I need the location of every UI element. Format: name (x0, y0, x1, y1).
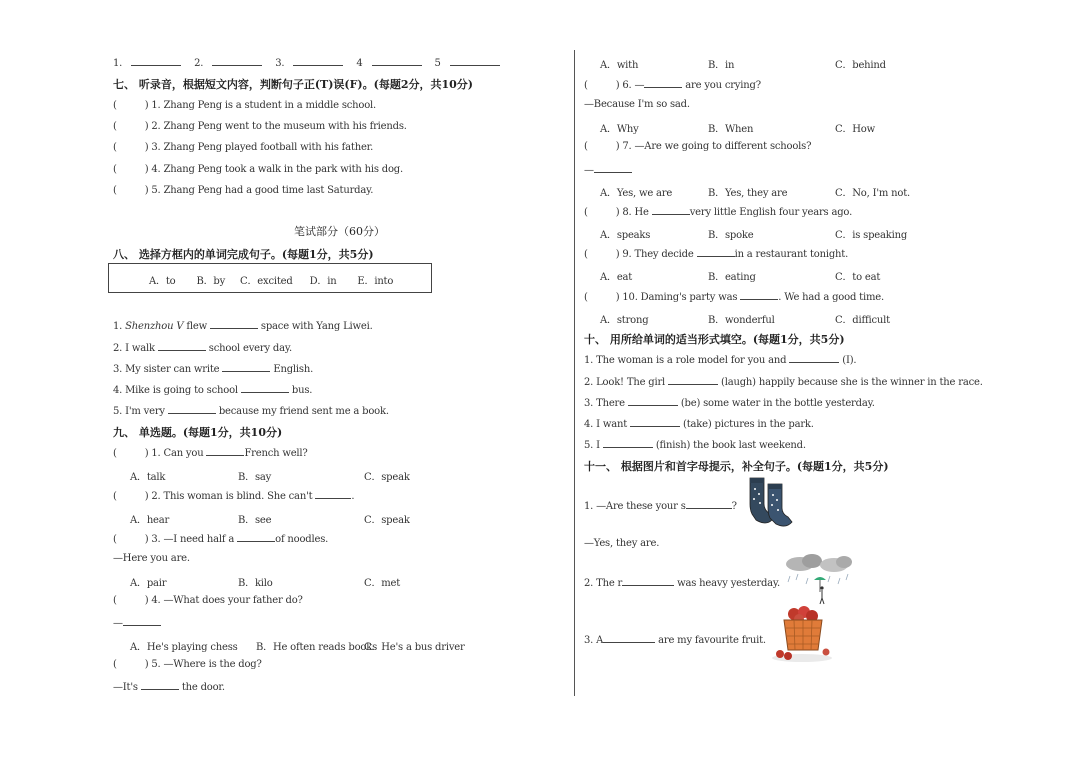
mc2-option-b[interactable]: B．see (238, 515, 272, 526)
mc-response-5: —It's the door. (113, 682, 225, 693)
tf-answer-4[interactable] (117, 163, 145, 172)
fill-sentence-2: 2. I walk school every day. (113, 343, 292, 354)
section-9-heading: 九、 单选题。(每题1分，共10分) (113, 426, 283, 439)
mc-options-6 (600, 120, 875, 135)
rain-cloud-icon (786, 554, 852, 572)
mc9-option-a[interactable]: A．eat (600, 272, 633, 283)
mc6-option-c[interactable]: C．How (835, 124, 875, 135)
mc-options-3 (130, 574, 400, 589)
section-11-heading: 十一、 根据图片和首字母提示，补全句子。(每题1分，共5分) (584, 460, 889, 473)
apple-basket-icon (772, 606, 832, 662)
fill-blank-1[interactable] (210, 319, 258, 329)
mc8-option-c[interactable]: C．is speaking (835, 230, 908, 241)
mc6-option-b[interactable]: B．When (708, 124, 754, 135)
mc-blank-5[interactable] (141, 680, 179, 690)
section-7-heading: 七、 听录音，根据短文内容，判断句子正(T)误(F)。(每题2分，共10分) (113, 78, 474, 91)
mc-question-7: ( ) 7. —Are we going to different schools? (584, 141, 812, 152)
picture-response-1: —Yes, they are. (584, 538, 660, 549)
blank-label-3: 3. (275, 58, 285, 69)
word-box-options (149, 272, 393, 287)
mc5-option-c[interactable]: C．behind (835, 60, 886, 71)
answer-blank-1[interactable] (131, 56, 181, 66)
mc-blank-6[interactable] (644, 78, 682, 88)
mc7-option-c[interactable]: C．No, I'm not. (835, 188, 910, 199)
mc-question-1: ( ) 1. Can you French well? (113, 448, 308, 459)
form-item-4: 4. I want (take) pictures in the park. (584, 419, 814, 430)
mc-question-10: ( ) 10. Daming's party was . We had a good time. (584, 292, 884, 303)
section-8-heading: 八、 选择方框内的单词完成句子。(每题1分，共5分) (113, 248, 374, 261)
mc1-option-b[interactable]: B．say (238, 472, 272, 483)
mc-response-3: —Here you are. (113, 553, 190, 564)
word-box (108, 263, 432, 293)
mc-blank-3[interactable] (237, 532, 275, 542)
form-item-5: 5. I (finish) the book last weekend. (584, 440, 806, 451)
mc-blank-10[interactable] (740, 290, 778, 300)
person-umbrella-icon (814, 577, 826, 604)
form-item-2: 2. Look! The girl (laugh) happily because she is the winner in the race. (584, 377, 983, 388)
picture-item-2: 2. The r was heavy yesterday. (584, 578, 781, 589)
mc4-option-b[interactable]: B．He often reads books (256, 642, 378, 653)
mc-blank-7[interactable] (594, 163, 632, 173)
tf-answer-1[interactable] (117, 99, 145, 108)
mc-question-8: ( ) 8. He very little English four years ago. (584, 207, 853, 218)
mc2-option-a[interactable]: A．hear (130, 515, 170, 526)
word-option-e: E．into (357, 276, 394, 287)
blank-label-4: 4 (356, 58, 363, 69)
fill-sentence-4: 4. Mike is going to school bus. (113, 385, 313, 396)
mc4-option-a[interactable]: A．He's playing chess (130, 642, 238, 653)
fill-blank-5[interactable] (168, 404, 216, 414)
section-10-heading: 十、 用所给单词的适当形式填空。(每题1分，共5分) (584, 333, 845, 346)
word-option-b: B．by (196, 276, 226, 287)
mc6-option-a[interactable]: A．Why (600, 124, 639, 135)
blank-label-1: 1. (113, 58, 123, 69)
tf-item-3: ( ) 3. Zhang Peng played football with his father. (113, 142, 374, 153)
mc-response-7: — (584, 163, 632, 176)
form-blank-3[interactable] (628, 396, 678, 406)
mc8-option-a[interactable]: A．speaks (600, 230, 651, 241)
mc-blank-1[interactable] (206, 446, 244, 456)
mc-question-6: ( ) 6. — are you crying? (584, 80, 761, 91)
mc-question-9: ( ) 9. They decide in a restaurant tonight. (584, 249, 849, 260)
fill-sentence-1: 1. Shenzhou V flew space with Yang Liwei. (113, 321, 373, 332)
form-blank-2[interactable] (668, 375, 718, 385)
fill-sentence-3: 3. My sister can write English. (113, 364, 314, 375)
mc1-option-c[interactable]: C．speak (364, 472, 410, 483)
fill-sentence-5: 5. I'm very because my friend sent me a book. (113, 406, 389, 417)
form-item-1: 1. The woman is a role model for you and (I). (584, 355, 857, 366)
mc7-option-a[interactable]: A．Yes, we are (600, 188, 673, 199)
mc-blank-9[interactable] (697, 247, 735, 257)
form-blank-4[interactable] (630, 417, 680, 427)
mc3-option-a[interactable]: A．pair (130, 578, 167, 589)
form-item-3: 3. There (be) some water in the bottle yesterday. (584, 398, 875, 409)
mc-question-2: ( ) 2. This woman is blind. She can't . (113, 491, 355, 502)
mc4-option-c[interactable]: C．He's a bus driver (364, 642, 465, 653)
written-part-title: 笔试部分（60分） (294, 225, 385, 238)
mc10-option-b[interactable]: B．wonderful (708, 315, 775, 326)
tf-item-1: ( ) 1. Zhang Peng is a student in a middle school. (113, 100, 377, 111)
picture-blank-2[interactable] (622, 576, 674, 586)
mc-blank-8[interactable] (652, 205, 690, 215)
mc3-option-c[interactable]: C．met (364, 578, 401, 589)
mc1-option-a[interactable]: A．talk (130, 472, 166, 483)
mc-question-4: ( ) 4. —What does your father do? (113, 595, 303, 606)
picture-item-1: 1. —Are these your s ? (584, 501, 737, 512)
answer-blanks-line (113, 56, 500, 69)
tf-item-4: ( ) 4. Zhang Peng took a walk in the park with his dog. (113, 164, 403, 175)
answer-blank-2[interactable] (212, 56, 262, 66)
mc-blank-2[interactable] (315, 489, 351, 499)
picture-blank-1[interactable] (686, 499, 732, 509)
form-blank-5[interactable] (603, 438, 653, 448)
blank-label-5: 5 (434, 58, 441, 69)
mc-options-10 (600, 311, 890, 326)
mc9-option-c[interactable]: C．to eat (835, 272, 881, 283)
mc9-option-b[interactable]: B．eating (708, 272, 756, 283)
answer-blank-4[interactable] (372, 56, 422, 66)
mc7-option-b[interactable]: B．Yes, they are (708, 188, 788, 199)
mc-options-5 (600, 56, 886, 71)
mc10-option-a[interactable]: A．strong (600, 315, 649, 326)
fill-blank-4[interactable] (241, 383, 289, 393)
mc10-option-c[interactable]: C．difficult (835, 315, 890, 326)
mc-response-4: — (113, 616, 161, 629)
mc3-option-b[interactable]: B．kilo (238, 578, 273, 589)
tf-answer-5[interactable] (117, 184, 145, 193)
word-option-d: D．in (309, 276, 337, 287)
answer-blank-5[interactable] (450, 56, 500, 66)
tf-item-2: ( ) 2. Zhang Peng went to the museum with his friends. (113, 121, 407, 132)
mc-options-1 (130, 468, 410, 483)
answer-blank-3[interactable] (293, 56, 343, 66)
mc-question-5: ( ) 5. —Where is the dog? (113, 659, 262, 670)
mc-options-4 (130, 638, 465, 653)
sock-right-icon (768, 484, 792, 526)
word-option-c: C．excited (240, 276, 293, 287)
mc2-option-c[interactable]: C．speak (364, 515, 410, 526)
mc-options-9 (600, 268, 880, 283)
tf-answer-3[interactable] (117, 141, 145, 150)
mc-options-7 (600, 184, 910, 199)
apples-picture (766, 602, 838, 664)
fill-blank-2[interactable] (158, 341, 206, 351)
mc-blank-4[interactable] (123, 616, 161, 626)
mc5-option-a[interactable]: A．with (600, 60, 639, 71)
socks-picture (742, 474, 798, 530)
picture-item-3: 3. A are my favourite fruit. (584, 635, 766, 646)
mc-response-6: —Because I'm so sad. (584, 99, 690, 110)
blank-label-2: 2. (194, 58, 204, 69)
tf-item-5: ( ) 5. Zhang Peng had a good time last Saturday. (113, 185, 374, 196)
picture-blank-3[interactable] (603, 633, 655, 643)
word-option-a: A．to (149, 276, 176, 287)
mc8-option-b[interactable]: B．spoke (708, 230, 754, 241)
mc-question-3: ( ) 3. —I need half a of noodles. (113, 534, 329, 545)
column-divider (574, 50, 575, 696)
form-blank-1[interactable] (789, 353, 839, 363)
mc5-option-b[interactable]: B．in (708, 60, 735, 71)
mc-options-2 (130, 511, 410, 526)
mc-options-8 (600, 226, 907, 241)
fill-blank-3[interactable] (222, 362, 270, 372)
tf-answer-2[interactable] (117, 120, 145, 129)
